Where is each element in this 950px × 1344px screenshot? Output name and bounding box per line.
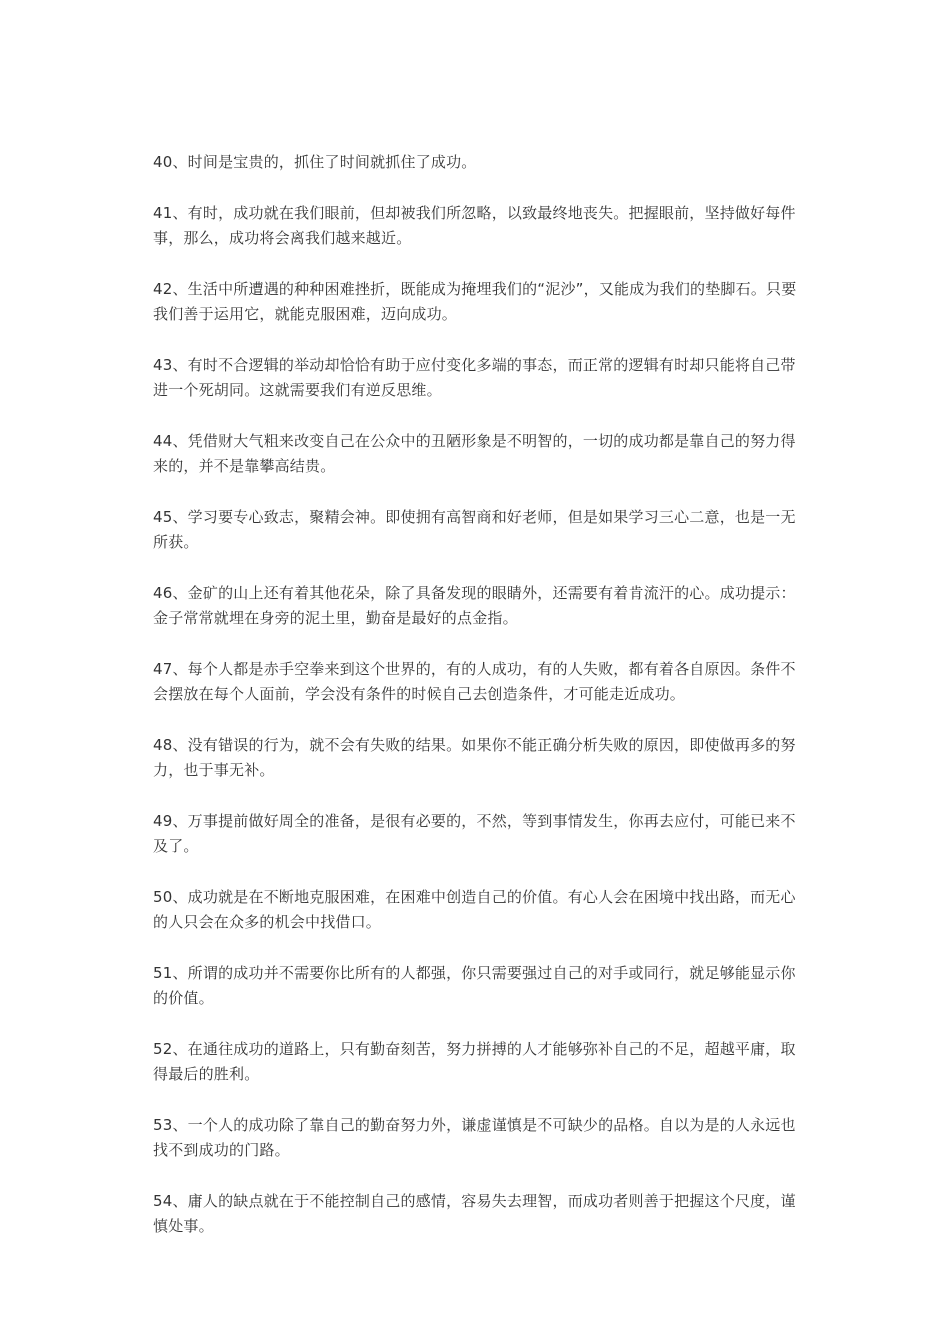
paragraph-44: 44、凭借财大气粗来改变自己在公众中的丑陋形象是不明智的，一切的成功都是靠自己的努力得来的，并不是靠攀高结贵。: [153, 432, 796, 475]
paragraph-42: 42、生活中所遭遇的种种困难挫折，既能成为掩埋我们的“泥沙”，又能成为我们的垫脚石。只要我们善于运用它，就能克服困难，迈向成功。: [153, 280, 797, 323]
paragraph-43: 43、有时不合逻辑的举动却恰恰有助于应付变化多端的事态，而正常的逻辑有时却只能将自己带进一个死胡同。这就需要我们有逆反思维。: [153, 356, 796, 399]
paragraph-41: 41、有时，成功就在我们眼前，但却被我们所忽略，以致最终地丧失。把握眼前，坚持做好每件事，那么，成功将会离我们越来越近。: [153, 204, 796, 247]
paragraph-50: 50、成功就是在不断地克服困难，在困难中创造自己的价值。有心人会在困境中找出路，而无心的人只会在众多的机会中找借口。: [153, 888, 796, 931]
paragraph-45: 45、学习要专心致志，聚精会神。即使拥有高智商和好老师，但是如果学习三心二意，也是一无所获。: [153, 508, 796, 551]
paragraph-46: 46、金矿的山上还有着其他花朵，除了具备发现的眼睛外，还需要有着肯流汗的心。成功提示：金子常常就埋在身旁的泥土里，勤奋是最好的点金指。: [153, 584, 796, 627]
paragraph-48: 48、没有错误的行为，就不会有失败的结果。如果你不能正确分析失败的原因，即使做再多的努力，也于事无补。: [153, 736, 796, 779]
paragraph-52: 52、在通往成功的道路上，只有勤奋刻苦，努力拼搏的人才能够弥补自己的不足，超越平庸，取得最后的胜利。: [153, 1040, 796, 1083]
document-body: [153, 150, 803, 1265]
paragraph-40: 40、时间是宝贵的，抓住了时间就抓住了成功。: [153, 153, 477, 171]
paragraph-53: 53、一个人的成功除了靠自己的勤奋努力外，谦虚谨慎是不可缺少的品格。自以为是的人永远也找不到成功的门路。: [153, 1116, 796, 1159]
paragraph-49: 49、万事提前做好周全的准备，是很有必要的，不然，等到事情发生，你再去应付，可能已来不及了。: [153, 812, 796, 855]
paragraph-51: 51、所谓的成功并不需要你比所有的人都强，你只需要强过自己的对手或同行，就足够能显示你的价值。: [153, 964, 796, 1007]
paragraph-47: 47、每个人都是赤手空拳来到这个世界的，有的人成功，有的人失败，都有着各自原因。条件不会摆放在每个人面前，学会没有条件的时候自己去创造条件，才可能走近成功。: [153, 660, 796, 703]
paragraph-54: 54、庸人的缺点就在于不能控制自己的感情，容易失去理智，而成功者则善于把握这个尺度，谨慎处事。: [153, 1192, 796, 1235]
